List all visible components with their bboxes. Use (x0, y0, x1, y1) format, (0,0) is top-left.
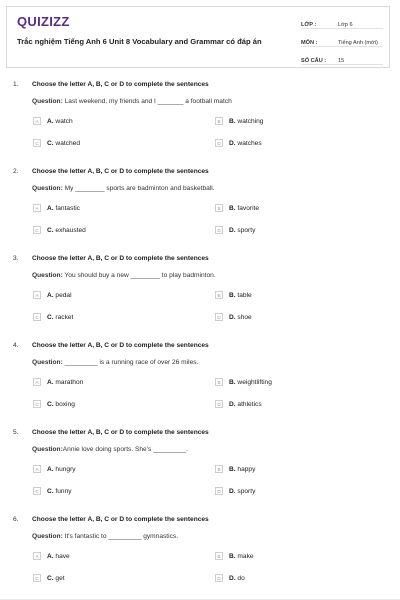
option-value: weightlifting (235, 378, 272, 386)
option-value: make (235, 552, 254, 560)
option-letter-box[interactable]: C (33, 226, 41, 234)
option-value: happy (235, 465, 256, 473)
option-value: get (53, 574, 65, 582)
answer-option-a[interactable] (33, 291, 72, 299)
option-text (229, 227, 255, 234)
question-number: 5. (13, 429, 19, 436)
option-text (229, 140, 262, 147)
option-text (47, 488, 72, 495)
answer-option-b[interactable] (215, 378, 272, 386)
answer-option-d[interactable] (215, 226, 255, 234)
option-text (47, 118, 73, 125)
question-4 (0, 337, 400, 424)
option-letter-box[interactable]: B (215, 291, 223, 299)
option-label: D. (229, 226, 236, 234)
question-6 (0, 511, 400, 598)
meta-row-class (301, 14, 383, 29)
option-label: D. (229, 400, 236, 408)
option-letter-box[interactable]: D (215, 139, 223, 147)
option-value: do (235, 574, 245, 582)
meta-value: Tiếng Anh (mới) (338, 40, 378, 46)
question-prefix: Question: (32, 446, 63, 453)
option-letter-box[interactable]: C (33, 487, 41, 495)
question-number: 6. (13, 516, 19, 523)
quizizz-logo[interactable]: QUIZIZZ (17, 14, 70, 29)
question-text (32, 98, 232, 105)
option-letter-box[interactable]: A (33, 465, 41, 473)
answer-option-d[interactable] (215, 139, 262, 147)
meta-label: MÔN : (301, 40, 318, 46)
question-body: Annie love doing sports. She's _________. (62, 446, 188, 453)
meta-row-subject (301, 32, 383, 47)
option-text (229, 379, 272, 386)
question-3 (0, 250, 400, 337)
option-label: C. (47, 400, 54, 408)
question-instruction: Choose the letter A, B, C or D to complete the sentences (32, 429, 209, 436)
option-text (47, 401, 75, 408)
question-text (32, 533, 178, 540)
option-label: A. (47, 291, 54, 299)
question-2 (0, 163, 400, 250)
option-value: athletics (235, 400, 262, 408)
option-text (47, 466, 76, 473)
option-letter-box[interactable]: A (33, 378, 41, 386)
option-text (229, 466, 255, 473)
option-value: marathon (53, 378, 84, 386)
option-label: A. (47, 204, 54, 212)
option-letter-box[interactable]: C (33, 313, 41, 321)
meta-value: 15 (338, 58, 345, 64)
document-title: Trắc nghiệm Tiếng Anh 6 Unit 8 Vocabulary and Grammar có đáp án (17, 37, 262, 46)
question-body: It's fantastic to _________ gymnastics. (62, 533, 179, 540)
question-instruction: Choose the letter A, B, C or D to complete the sentences (32, 342, 209, 349)
answer-option-c[interactable] (33, 487, 72, 495)
question-number: 1. (13, 81, 19, 88)
question-body: You should buy a new ________ to play badminton. (62, 272, 216, 279)
option-label: B. (229, 204, 236, 212)
option-letter-box[interactable]: B (215, 552, 223, 560)
option-label: D. (229, 139, 236, 147)
answer-option-b[interactable] (215, 552, 254, 560)
option-letter-box[interactable]: D (215, 313, 223, 321)
option-letter-box[interactable]: A (33, 117, 41, 125)
meta-label: SỐ CÂU : (301, 58, 327, 64)
option-label: B. (229, 378, 236, 386)
question-text (32, 446, 188, 453)
option-label: C. (47, 574, 54, 582)
option-letter-box[interactable]: B (215, 378, 223, 386)
document-header (6, 6, 390, 68)
answer-option-a[interactable] (33, 552, 70, 560)
option-text (229, 314, 252, 321)
answer-option-d[interactable] (215, 574, 245, 582)
question-list (0, 76, 400, 598)
answer-option-a[interactable] (33, 204, 80, 212)
option-letter-box[interactable]: D (215, 574, 223, 582)
answer-option-b[interactable] (215, 465, 255, 473)
answer-option-b[interactable] (215, 204, 259, 212)
meta-value: Lớp 6 (338, 22, 353, 28)
answer-option-c[interactable] (33, 574, 65, 582)
option-value: watching (235, 117, 264, 125)
option-letter-box[interactable]: B (215, 465, 223, 473)
option-text (229, 292, 252, 299)
option-label: A. (47, 465, 54, 473)
question-prefix: Question: (32, 185, 63, 192)
question-prefix: Question: (32, 533, 63, 540)
option-text (47, 379, 83, 386)
option-value: watches (235, 139, 262, 147)
question-text (32, 359, 198, 366)
option-label: C. (47, 487, 54, 495)
option-letter-box[interactable]: B (215, 117, 223, 125)
option-letter-box[interactable]: C (33, 574, 41, 582)
question-body: _________ is a running race of over 26 miles. (62, 359, 199, 366)
option-text (229, 575, 245, 582)
question-body: My ________ sports are badminton and basketball. (62, 185, 215, 192)
option-text (47, 227, 86, 234)
option-value: table (235, 291, 252, 299)
option-label: A. (47, 378, 54, 386)
question-1 (0, 76, 400, 163)
meta-row-count (301, 50, 383, 65)
option-label: B. (229, 552, 236, 560)
answer-option-d[interactable] (215, 313, 252, 321)
option-label: C. (47, 139, 54, 147)
question-number: 2. (13, 168, 19, 175)
meta-label: LỚP : (301, 22, 317, 28)
option-label: B. (229, 465, 236, 473)
option-value: sporty (235, 226, 256, 234)
option-label: A. (47, 552, 54, 560)
option-text (229, 553, 254, 560)
option-letter-box[interactable]: D (215, 487, 223, 495)
option-value: watched (53, 139, 80, 147)
question-text (32, 272, 216, 279)
option-label: D. (229, 487, 236, 495)
option-letter-box[interactable]: A (33, 204, 41, 212)
answer-option-a[interactable] (33, 378, 83, 386)
answer-option-d[interactable] (215, 487, 255, 495)
question-instruction: Choose the letter A, B, C or D to complete the sentences (32, 255, 209, 262)
question-number: 3. (13, 255, 19, 262)
option-label: C. (47, 226, 54, 234)
option-value: watch (53, 117, 73, 125)
option-value: racket (53, 313, 74, 321)
answer-option-b[interactable] (215, 117, 263, 125)
question-prefix: Question: (32, 272, 63, 279)
option-letter-box[interactable]: A (33, 552, 41, 560)
question-text (32, 185, 215, 192)
question-instruction: Choose the letter A, B, C or D to complete the sentences (32, 168, 209, 175)
answer-option-d[interactable] (215, 400, 262, 408)
option-value: hungry (53, 465, 76, 473)
question-5 (0, 424, 400, 511)
option-letter-box[interactable]: B (215, 204, 223, 212)
question-body: Last weekend, my friends and I _______ a football match (62, 98, 232, 105)
question-instruction: Choose the letter A, B, C or D to complete the sentences (32, 81, 209, 88)
question-instruction: Choose the letter A, B, C or D to complete the sentences (32, 516, 209, 523)
option-text (229, 401, 262, 408)
answer-option-c[interactable] (33, 400, 75, 408)
option-label: D. (229, 574, 236, 582)
option-text (47, 314, 73, 321)
option-text (229, 205, 259, 212)
option-letter-box[interactable]: A (33, 291, 41, 299)
option-letter-box[interactable]: C (33, 139, 41, 147)
option-text (47, 575, 65, 582)
document-meta (301, 14, 383, 68)
option-text (47, 140, 80, 147)
option-text (47, 553, 70, 560)
option-text (47, 292, 72, 299)
option-value: have (53, 552, 70, 560)
question-prefix: Question: (32, 359, 63, 366)
option-value: shoe (235, 313, 252, 321)
answer-option-a[interactable] (33, 465, 76, 473)
option-letter-box[interactable]: C (33, 400, 41, 408)
option-text (229, 488, 255, 495)
option-label: A. (47, 117, 54, 125)
option-label: B. (229, 117, 236, 125)
option-label: B. (229, 291, 236, 299)
option-value: fantastic (53, 204, 80, 212)
option-letter-box[interactable]: D (215, 400, 223, 408)
option-label: D. (229, 313, 236, 321)
option-value: boxing (53, 400, 75, 408)
option-value: pedal (53, 291, 72, 299)
answer-option-c[interactable] (33, 226, 86, 234)
option-text (229, 118, 263, 125)
option-letter-box[interactable]: D (215, 226, 223, 234)
question-number: 4. (13, 342, 19, 349)
option-value: sporty (235, 487, 256, 495)
answer-option-c[interactable] (33, 139, 80, 147)
option-text (47, 205, 80, 212)
answer-option-b[interactable] (215, 291, 252, 299)
option-value: funny (53, 487, 72, 495)
answer-option-c[interactable] (33, 313, 73, 321)
answer-option-a[interactable] (33, 117, 73, 125)
option-label: C. (47, 313, 54, 321)
option-value: exhausted (53, 226, 86, 234)
option-value: favorite (235, 204, 260, 212)
question-prefix: Question: (32, 98, 63, 105)
